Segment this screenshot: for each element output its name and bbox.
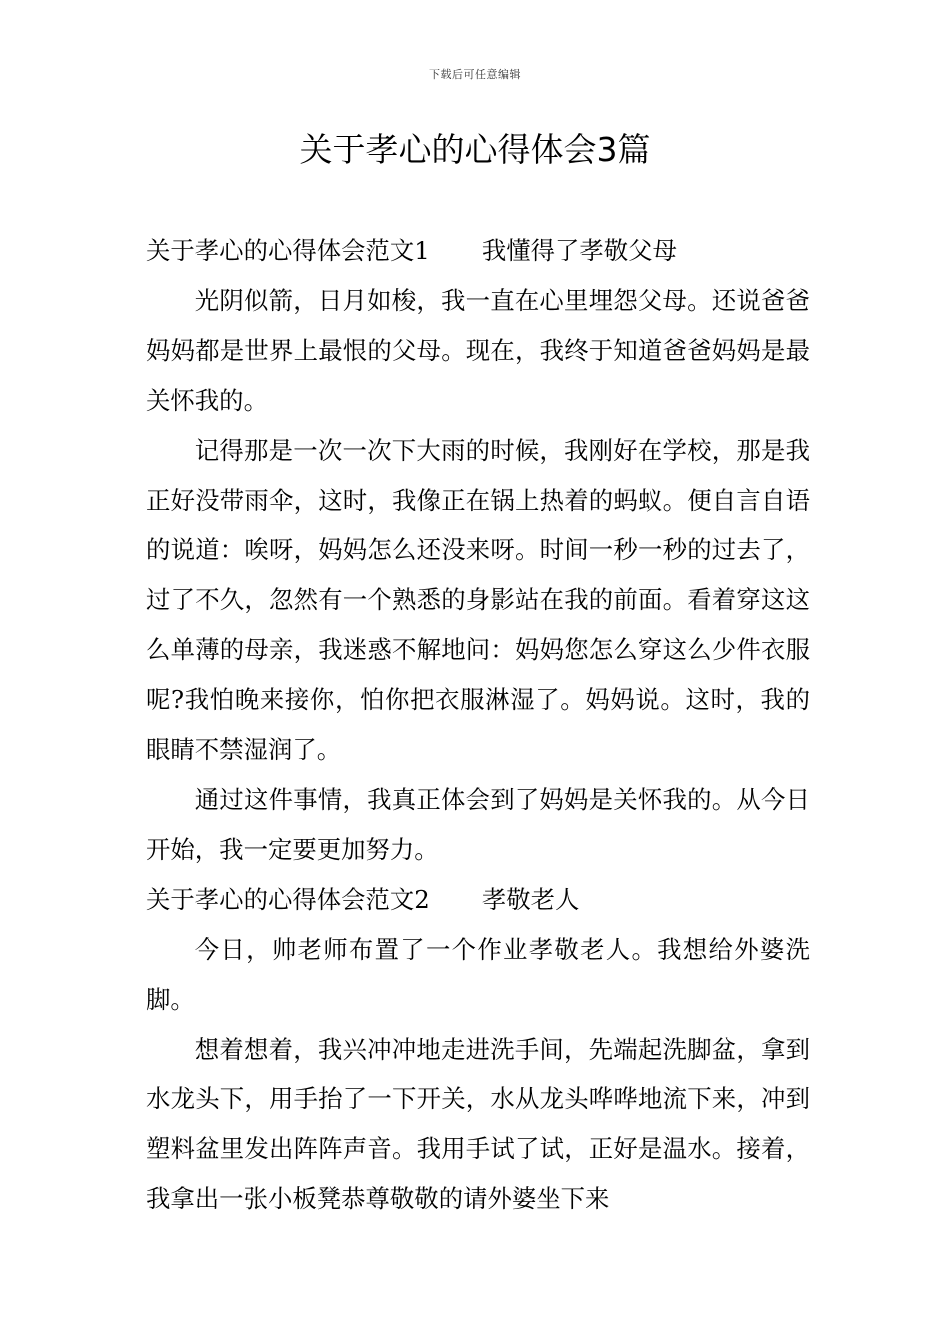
paragraph: 光阴似箭，日月如梭，我一直在心里埋怨父母。还说爸爸妈妈都是世界上最恨的父母。现在，我终于知道爸爸妈妈是最关怀我的。 (146, 285, 810, 415)
paragraph: 通过这件事情，我真正体会到了妈妈是关怀我的。从今日开始，我一定要更加努力。 (146, 784, 810, 864)
section-heading-text: 关于孝心的心得体会范文1 (146, 236, 430, 265)
paragraph: 想着想着，我兴冲冲地走进洗手间，先端起洗脚盆，拿到水龙头下，用手抬了一下开关，水从龙头哗哗地流下来，冲到塑料盆里发出阵阵声音。我用手试了试，正好是温水。接着，我拿出一张小板凳恭尊敬敬的请外婆坐下来 (146, 1034, 810, 1214)
section-heading (146, 226, 810, 276)
section-subtitle: 我懂得了孝敬父母 (481, 236, 677, 265)
document-body (146, 226, 810, 1224)
document-title: 关于孝心的心得体会3篇 (299, 130, 651, 169)
header-note: 下载后可任意编辑 (429, 68, 521, 81)
section-heading (146, 875, 810, 925)
paragraph: 记得那是一次一次下大雨的时候，我刚好在学校，那是我正好没带雨伞，这时，我像正在锅上热着的蚂蚁。便自言自语的说道：唉呀，妈妈怎么还没来呀。时间一秒一秒的过去了，过了不久，忽然有一个熟悉的身影站在我的前面。看着穿这这么单薄的母亲，我迷惑不解地问：妈妈您怎么穿这么少件衣服呢?我怕晚来接你，怕你把衣服淋湿了。妈妈说。这时，我的眼睛不禁湿润了。 (146, 435, 810, 765)
paragraph: 今日，帅老师布置了一个作业孝敬老人。我想给外婆洗脚。 (146, 934, 810, 1014)
section-heading-text: 关于孝心的心得体会范文2 (146, 884, 430, 914)
section-subtitle: 孝敬老人 (481, 884, 580, 914)
